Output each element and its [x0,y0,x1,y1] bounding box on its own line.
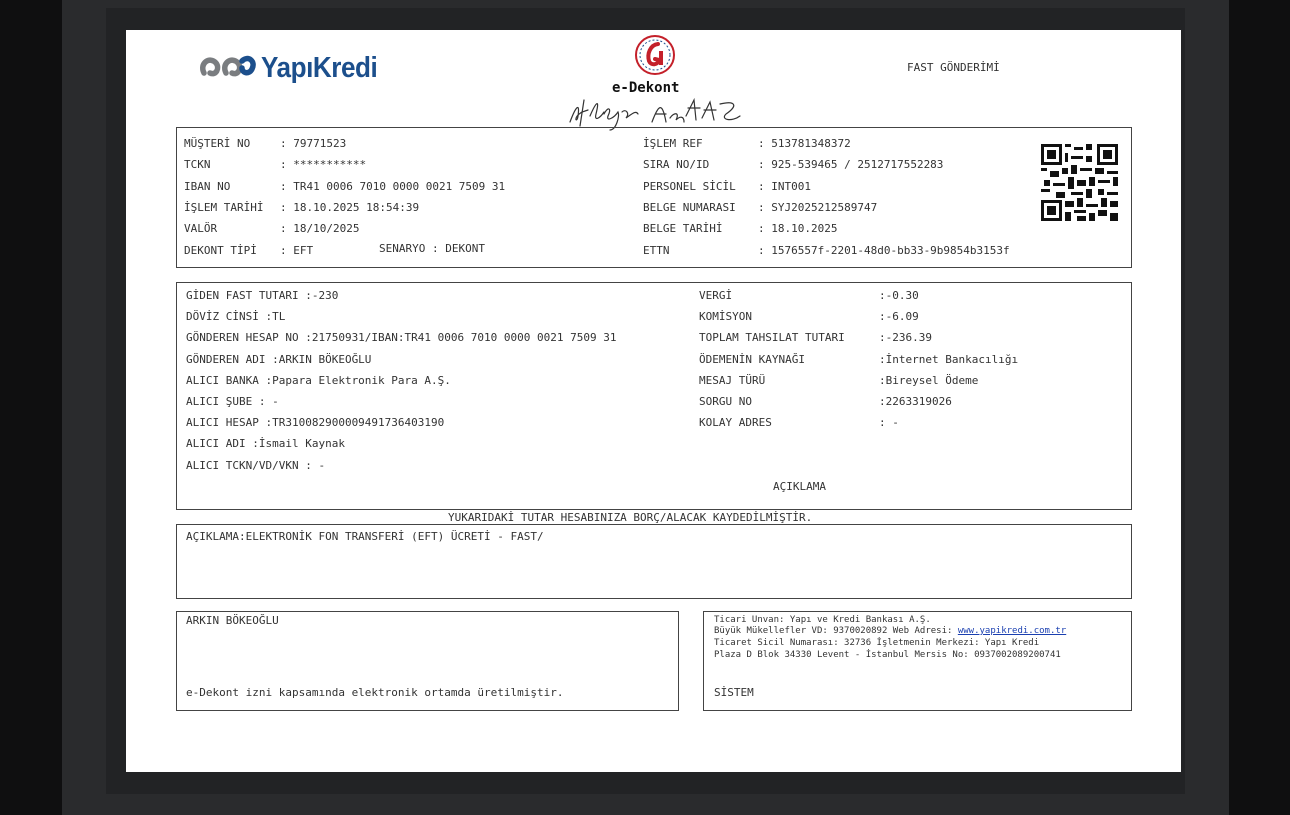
debit-notice: YUKARIDAKİ TUTAR HESABINIZA BORÇ/ALACAK KAYDEDİLMİŞTİR. [448,511,813,524]
bank-website-link[interactable]: www.yapikredi.com.tr [957,626,1067,636]
account-field-label: DEKONT TİPİ [184,243,257,257]
transaction-field-value: : 925-539465 / 2512717552283 [758,158,944,172]
transaction-field-label: ETTN [643,243,670,257]
transfer-detail-row: GİDEN FAST TUTARI :-230 [186,289,339,302]
system-label: SİSTEM [714,686,754,699]
fee-detail-value: :2263319026 [879,395,952,408]
scenario-field: SENARYO : DEKONT [379,242,485,255]
fee-detail-value: :-236.39 [879,331,932,345]
fee-detail-label: ÖDEMENİN KAYNAĞI [699,352,805,366]
fee-detail-value: :-0.30 [879,289,919,302]
transfer-detail-row: GÖNDEREN HESAP NO :21750931/IBAN:TR41 0006 7010 0000 0021 7509 31 [186,331,617,345]
transaction-field-label: İŞLEM REF [643,137,703,150]
fee-detail-label: MESAJ TÜRÜ [699,373,766,387]
document-type: FAST GÖNDERİMİ [907,61,1000,74]
transfer-detail-row: ALICI ADI :İsmail Kaynak [186,437,345,451]
transfer-detail-row: ALICI TCKN/VD/VKN : - [186,458,326,472]
transfer-detail-row: ALICI ŞUBE : - [186,395,279,408]
bank-seal-icon [634,34,676,76]
account-field-label: MÜŞTERİ NO [184,137,251,150]
account-field-value: : TR41 0006 7010 0000 0021 7509 31 [280,179,506,193]
account-field-value: : 18.10.2025 18:54:39 [280,200,420,214]
account-field-value: : *********** [280,158,367,172]
transaction-field-value: : 513781348372 [758,137,851,150]
fee-detail-label: TOPLAM TAHSILAT TUTARI [699,331,845,345]
bank-info-line-1: Ticari Unvan: Yapı ve Kredi Bankası A.Ş. [714,615,931,625]
transaction-field-label: SIRA NO/ID [643,158,710,172]
fee-detail-label: SORGU NO [699,395,752,408]
account-field-label: TCKN [184,158,211,172]
transaction-field-value: : SYJ2025212589747 [758,200,878,214]
transaction-field-label: BELGE TARİHİ [643,222,723,236]
fee-detail-value: :-6.09 [879,310,919,324]
e-dekont-note: e-Dekont izni kapsamında elektronik ortamda üretilmiştir. [186,686,564,699]
qr-code [1041,144,1118,221]
transfer-detail-row: GÖNDEREN ADI :ARKIN BÖKEOĞLU [186,352,372,366]
aciklama-heading: AÇIKLAMA [773,480,826,493]
bank-info-line-2 [714,626,1066,637]
fee-detail-label: VERGİ [699,289,733,302]
bank-info-line-4: Plaza D Blok 34330 Levent - İstanbul Mersis No: 0937002089200741 [714,650,1061,660]
transaction-field-value: : 1576557f-2201-48d0-bb33-9b9854b3153f [758,243,1010,257]
transfer-detail-row: ALICI HESAP :TR310082900009491736403190 [186,416,445,430]
transaction-field-label: PERSONEL SİCİL [643,179,736,193]
transfer-details-box [176,282,1132,510]
transaction-field-value: : 18.10.2025 [758,222,838,236]
bank-info-line-3: Ticaret Sicil Numarası: 32736 İşletmenin Merkezi: Yapı Kredi [714,638,1040,648]
yapikredi-logo-icon [196,51,258,85]
transfer-detail-row: ALICI BANKA :Papara Elektronik Para A.Ş. [186,373,451,387]
bank-info-line-2-text: Büyük Mükellefler VD: 9370020892 Web Adresi: [714,626,958,636]
fee-detail-value: :Bireysel Ödeme [879,373,979,387]
yapikredi-logo [196,50,390,86]
fee-detail-label: KOLAY ADRES [699,416,772,430]
account-field-label: İŞLEM TARİHİ [184,200,264,214]
transaction-field-value: : INT001 [758,179,811,193]
brand-name: YapıKredi [261,51,378,84]
account-field-value: : 18/10/2025 [280,222,360,236]
account-field-value: : EFT [280,243,314,257]
account-field-label: VALÖR [184,222,218,236]
document-title: e-Dekont [612,80,680,96]
fee-detail-label: KOMİSYON [699,310,752,324]
account-field-value: : 79771523 [280,137,347,150]
customer-name: ARKIN BÖKEOĞLU [186,614,279,627]
account-field-label: IBAN NO [184,179,231,193]
transaction-field-label: BELGE NUMARASI [643,200,736,214]
fee-detail-value: : - [879,416,899,430]
description-text: AÇIKLAMA:ELEKTRONİK FON TRANSFERİ (EFT) ÜCRETİ - FAST/ [186,530,544,543]
transfer-detail-row: DÖVİZ CİNSİ :TL [186,310,286,324]
fee-detail-value: :İnternet Bankacılığı [879,352,1019,366]
